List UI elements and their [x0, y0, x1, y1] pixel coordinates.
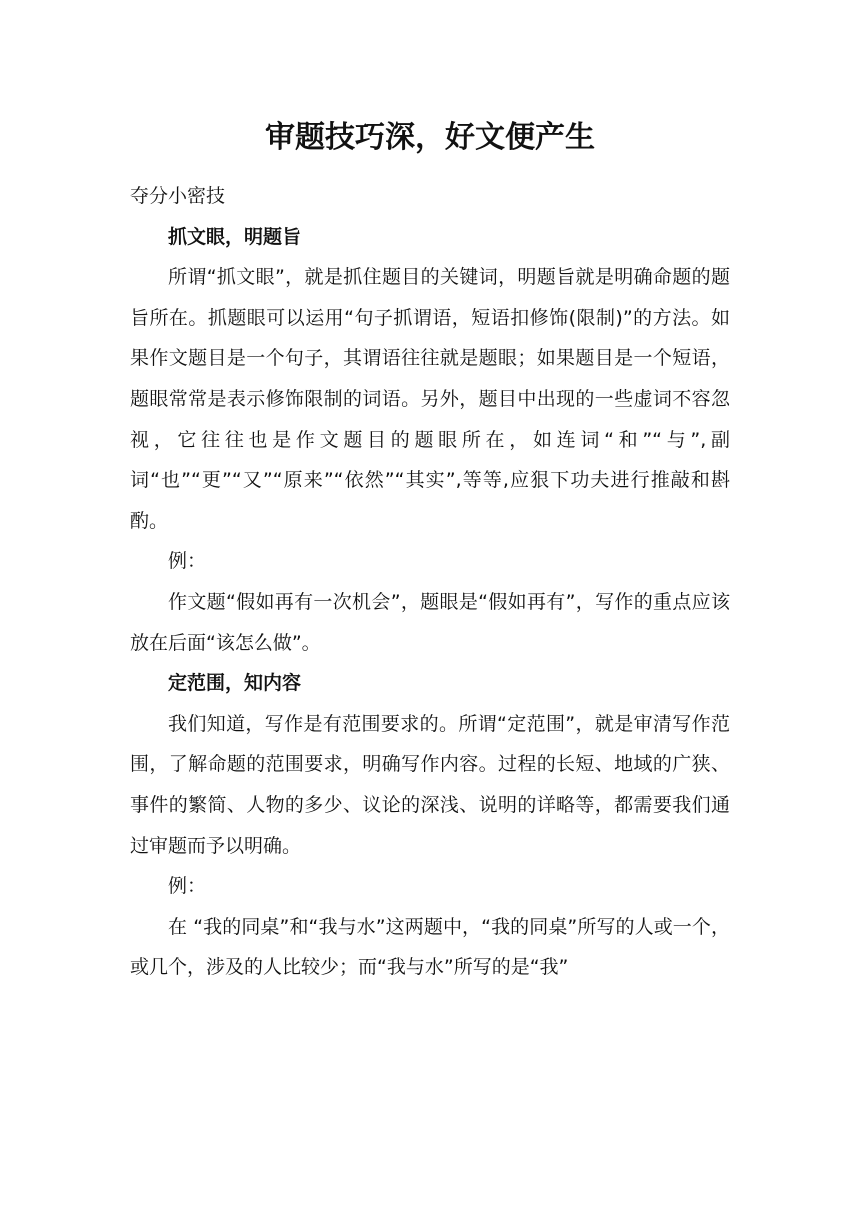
section-paragraph: 我们知道，写作是有范围要求的。所谓“定范围”，就是审清写作范围，了解命题的范围要求，明确写作内容。过程的长短、地域的广狭、事件的繁简、人物的多少、议论的深浅、说明的详略等，都需要我们通过审题而予以明确。 — [130, 712, 730, 857]
example-text: 在 “我的同桌”和“我与水”这两题中，“我的同桌”所写的人或一个，或几个，涉及的人比较少；而“我与水”所写的是“我” — [130, 915, 730, 979]
page-title: 审题技巧深，好文便产生 — [265, 120, 595, 155]
section-heading: 抓文眼，明题旨 — [168, 225, 302, 248]
document-body — [130, 176, 730, 988]
section-heading: 定范围，知内容 — [168, 672, 302, 695]
section-paragraph: 所谓“抓文眼”，就是抓住题目的关键词，明题旨就是明确命题的题旨所在。抓题眼可以运用“句子抓谓语，短语扣修饰(限制)”的方法。如果作文题目是一个句子，其谓语往往就是题眼；如果题目是一个短语，题眼常常是表示修饰限制的词语。另外，题目中出现的一些虚词不容忽视，它往往也是作文题目的题眼所在，如连词“和”“与”,副词“也”“更”“又”“原来”“依然”“其实”,等等,应狠下功夫进行推敲和斟酌。 — [130, 266, 730, 532]
example-label: 例： — [168, 550, 207, 573]
example-label: 例： — [168, 875, 207, 898]
subtitle: 夺分小密技 — [130, 185, 226, 207]
example-text: 作文题“假如再有一次机会”，题眼是“假如再有”，写作的重点应该放在后面“该怎么做”。 — [130, 590, 730, 654]
